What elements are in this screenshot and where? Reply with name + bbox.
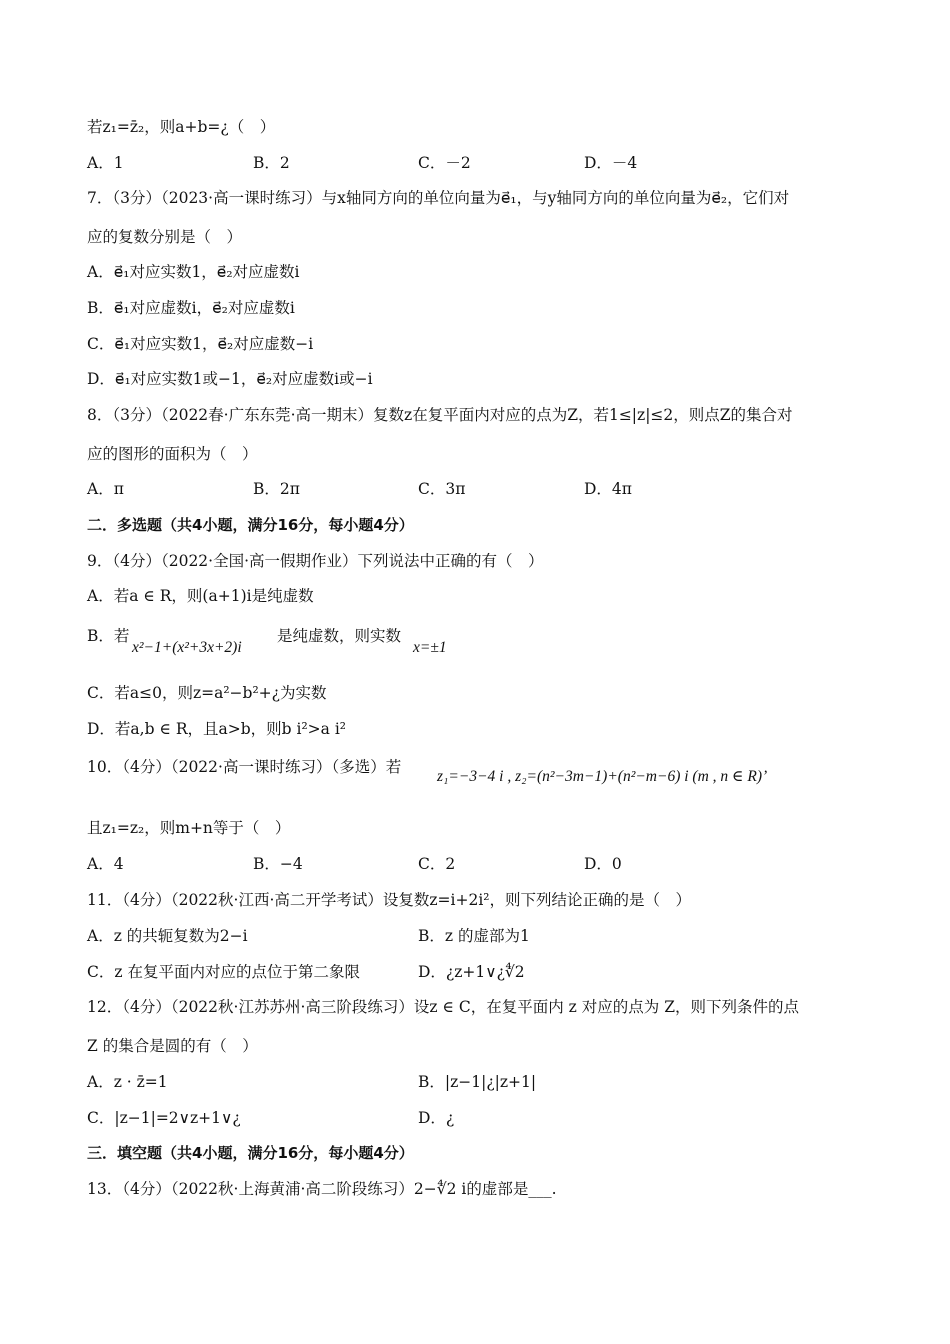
q7-stem-line2: 应的复数分别是（ ） — [87, 228, 243, 246]
q7-option-b: B．e⃗₁对应虚数i，e⃗₂对应虚数i — [87, 299, 295, 317]
q8-option-b: B．2π — [253, 480, 300, 498]
q11-option-a: A．z 的共轭复数为2−i — [87, 927, 248, 945]
q9-option-a: A．若a ∈ R，则(a+1)i是纯虚数 — [87, 587, 314, 605]
q10-option-d: D．0 — [584, 855, 622, 873]
q12-stem-line1: 12．（4分）（2022秋·江苏苏州·高三阶段练习）设z ∈ C，在复平面内 z 对应的点为 Z，则下列条件的点 — [87, 998, 799, 1016]
q9-stem: 9．（4分）（2022·全国·高一假期作业）下列说法中正确的有（ ） — [87, 552, 544, 570]
q11-option-d: D．¿z+1∨¿∜2 — [418, 963, 525, 981]
q7-stem-line1: 7．（3分）（2023·高一课时练习）与x轴同方向的单位向量为e⃗₁，与y轴同方向的单位向量为e⃗₂，它们对 — [87, 189, 790, 207]
q7-option-d: D．e⃗₁对应实数1或−1，e⃗₂对应虚数i或−i — [87, 370, 373, 388]
q8-option-d: D．4π — [584, 480, 632, 498]
q7-option-a: A．e⃗₁对应实数1，e⃗₂对应虚数i — [87, 263, 300, 281]
q9-option-d: D．若a,b ∈ R，且a>b，则b i²>a i² — [87, 720, 347, 738]
q10-option-a: A．4 — [87, 855, 124, 873]
q9-option-b-text: 是纯虚数，则实数 — [277, 627, 402, 645]
q10-stem-line1 — [87, 756, 867, 796]
q12-stem-line2: Z 的集合是圆的有（ ） — [87, 1037, 258, 1055]
q9-option-b — [87, 625, 787, 665]
q9-option-b-expression: x²−1+(x²+3x+2)i — [132, 639, 242, 656]
q11-stem: 11．（4分）（2022秋·江西·高二开学考试）设复数z=i+2i²，则下列结论正确的是（ ） — [87, 891, 692, 909]
q13-stem: 13．（4分）（2022秋·上海黄浦·高二阶段练习）2−∜2 i的虚部是___. — [87, 1180, 557, 1198]
section-2-title: 二．多选题（共4小题，满分16分，每小题4分） — [87, 516, 414, 534]
q12-option-d: D．¿ — [418, 1109, 455, 1127]
q6-option-b: B．2 — [253, 154, 290, 172]
q8-stem-line2: 应的图形的面积为（ ） — [87, 445, 258, 463]
q12-option-c: C．|z−1|=2∨z+1∨¿ — [87, 1109, 241, 1127]
q10-stem-line2: 且z₁=z₂，则m+n等于（ ） — [87, 819, 291, 837]
q10-option-c: C．2 — [418, 855, 456, 873]
section-3-title: 三．填空题（共4小题，满分16分，每小题4分） — [87, 1144, 414, 1162]
q9-option-b-label: B．若 — [87, 627, 130, 645]
q12-option-a: A．z · z̄=1 — [87, 1073, 168, 1091]
q6-option-a: A．1 — [87, 154, 124, 172]
q8-option-a: A．π — [87, 480, 124, 498]
q10-stem-text: 10．（4分）（2022·高一课时练习）（多选）若 — [87, 758, 402, 776]
q8-option-c: C．3π — [418, 480, 466, 498]
q6-option-d: D．－4 — [584, 154, 638, 172]
q10-stem-expression: z₁=−3−4 i , z₂=(n²−3m−1)+(n²−m−6) i (m , n ∈ R)’ — [437, 768, 768, 785]
q6-option-c: C．－2 — [418, 154, 471, 172]
q8-stem-line1: 8．（3分）（2022春·广东东莞·高一期末）复数z在复平面内对应的点为Z，若1≤|z|≤2，则点Z的集合对 — [87, 406, 793, 424]
q9-option-b-value: x=±1 — [413, 639, 447, 656]
q11-option-c: C．z 在复平面内对应的点位于第二象限 — [87, 963, 360, 981]
q11-option-b: B．z 的虚部为1 — [418, 927, 530, 945]
q7-option-c: C．e⃗₁对应实数1，e⃗₂对应虚数−i — [87, 335, 314, 353]
q9-option-c: C．若a≤0，则z=a²−b²+¿为实数 — [87, 684, 327, 702]
q10-option-b: B．−4 — [253, 855, 303, 873]
q6-stem: 若z₁=z̄₂，则a+b=¿（ ） — [87, 118, 276, 136]
q12-option-b: B．|z−1|¿|z+1| — [418, 1073, 537, 1091]
